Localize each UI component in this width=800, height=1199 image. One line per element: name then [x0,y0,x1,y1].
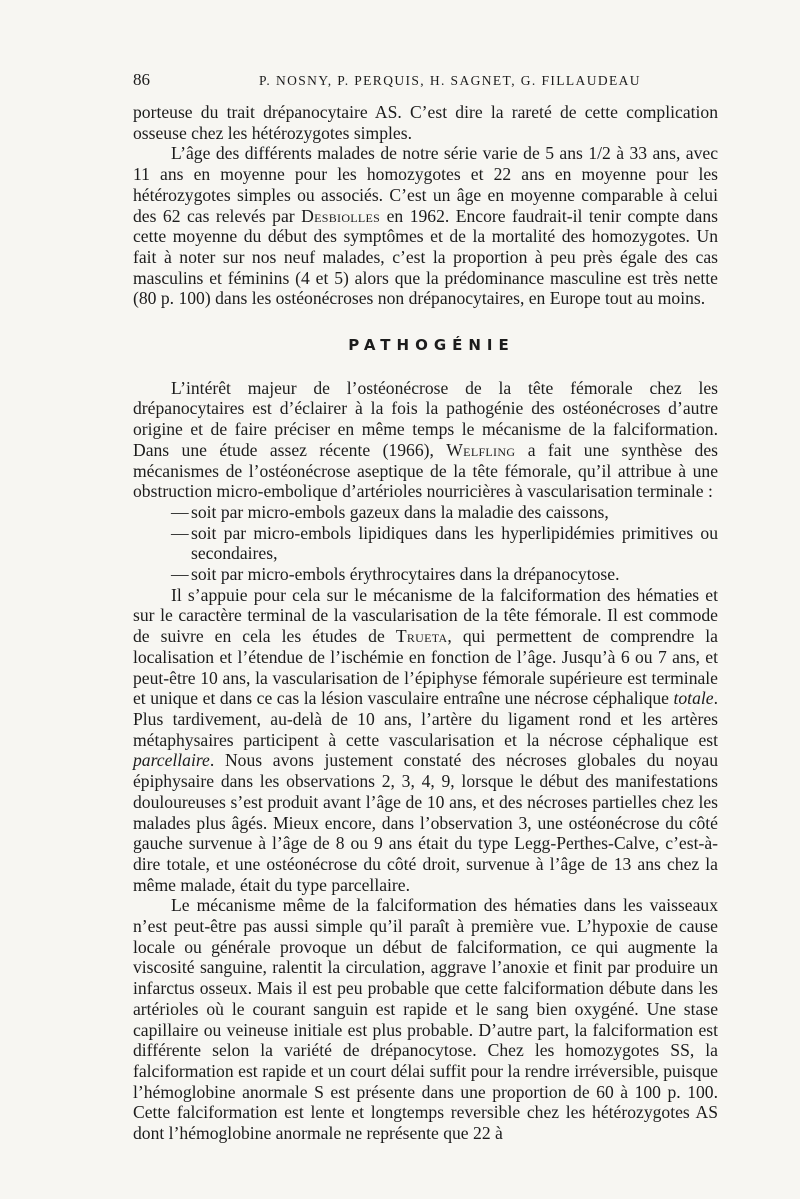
page-number: 86 [133,70,150,89]
text-segment: , qui permettent de comprendre la localisation et l’étendue de l’ischémie en fonction de l’âge. Jusqu’à 6 ou 7 ans, et peut-être 10 ans, la vascularisation de l’épiphyse fémorale supérieure est terminale et unique et dans ce cas la lésion vasculaire entraîne une nécrose céphalique [133,626,718,709]
author-name: Trueta [395,626,448,647]
text-segment: L’intérêt majeur de l’ostéonécrose de la tête fémorale chez les drépanocytaires est d’éclairer à la fois la pathogénie des ostéonécroses d’autre origine et de faire préciser en même temps le mécanisme de la falciformation. Dans une étude assez récente (1966), [133,377,718,460]
author-name: Welfling [446,439,516,460]
body-text [133,102,718,1144]
list-item: — soit par micro-embols érythrocytaires dans la drépanocytose. [133,564,718,585]
paragraph-vascularisation [133,585,718,896]
text-segment: Il s’appuie pour cela sur le mécanisme de la falciformation des hématies et sur le caractère terminal de la vascularisation de la tête fémorale. Il est commode de suivre en cela les études de [133,584,718,647]
embolism-list [133,502,718,585]
running-head-authors: P. NOSNY, P. PERQUIS, H. SAGNET, G. FILLAUDEAU [259,73,641,88]
paragraph-continuation: porteuse du trait drépanocytaire AS. C’est dire la rareté de cette complication osseuse chez les hétérozygotes simples. [133,102,718,143]
italic-term: parcellaire [133,750,210,771]
text-segment: . Plus tardivement, au-delà de 10 ans, l’artère du ligament rond et les artères métaphysaires participent à cette vascularisation et la nécrose céphalique est [133,688,718,750]
text-segment: en 1962. Encore faudrait-il tenir compte dans cette moyenne du début des symptômes et de la mortalité des homozygotes. Un fait à noter sur nos neuf malades, c’est la proportion à peu près égale des cas masculins et féminins (4 et 5) alors que la prédominance masculine est très nette (80 p. 100) dans les ostéonécroses non drépanocytaires, en Europe tout au moins. [133,205,719,309]
paragraph-pathogenie-intro [133,378,718,502]
text-segment: . Nous avons justement constaté des nécroses globales du noyau épiphysaire dans les observations 2, 3, 4, 9, lorsque le début des manifestations douloureuses s’est produit avant l’âge de 10 ans, et des nécroses partielles chez les malades plus âgés. Mieux encore, dans l’observation 3, une ostéonécrose du côté gauche survenue à l’âge de 8 ou 9 ans était du type Legg-Perthes-Calve, c’est-à-dire totale, et une ostéonécrose du côté droit, survenue à l’âge de 13 ans chez la même malade, était du type parcellaire. [133,750,718,895]
paragraph-age-distribution [133,143,718,309]
section-heading: PATHOGÉNIE [348,336,515,355]
list-item: — soit par micro-embols lipidiques dans les hyperlipidémies primitives ou secondaires, [133,523,718,564]
page-header [133,70,718,102]
text-segment: a fait une synthèse des mécanismes de l’ostéonécrose aseptique de la tête fémorale, qu’il attribue à une obstruction micro-embolique d’artérioles nourricières à vascularisation terminale : [133,439,718,502]
author-name: Desbiolles [301,205,381,226]
italic-term: totale [673,688,714,709]
text-segment: L’âge des différents malades de notre série varie de 5 ans 1/2 à 33 ans, avec 11 ans en moyenne pour les homozygotes et 22 ans en moyenne pour les hétérozygotes simples ou associés. C’est un âge en moyenne comparable à celui des 62 cas relevés par [133,143,718,226]
list-item: — soit par micro-embols gazeux dans la maladie des caissons, [133,502,718,523]
paragraph-falciformation: Le mécanisme même de la falciformation des hématies dans les vaisseaux n’est peut-être pas aussi simple qu’il paraît à première vue. L’hypoxie de cause locale ou générale provoque un début de falciformation, ce qui augmente la viscosité sanguine, ralentit la circulation, aggrave l’anoxie et finit par produire un infarctus osseux. Mais il est peu probable que cette falciformation débute dans les artérioles où le courant sanguin est rapide et le sang bien oxygéné. Une stase capillaire ou veineuse initiale est plus probable. D’autre part, la falciformation est différente selon la variété de drépanocytose. Chez les homozygotes SS, la falciformation est rapide et un court délai suffit pour la rendre irréversible, puisque l’hémoglobine anormale S est présente dans une proportion de 60 à 100 p. 100. Cette falciformation est lente et longtemps reversible chez les hétérozygotes AS dont l’hémoglobine anormale ne représente que 22 à [133,895,718,1144]
